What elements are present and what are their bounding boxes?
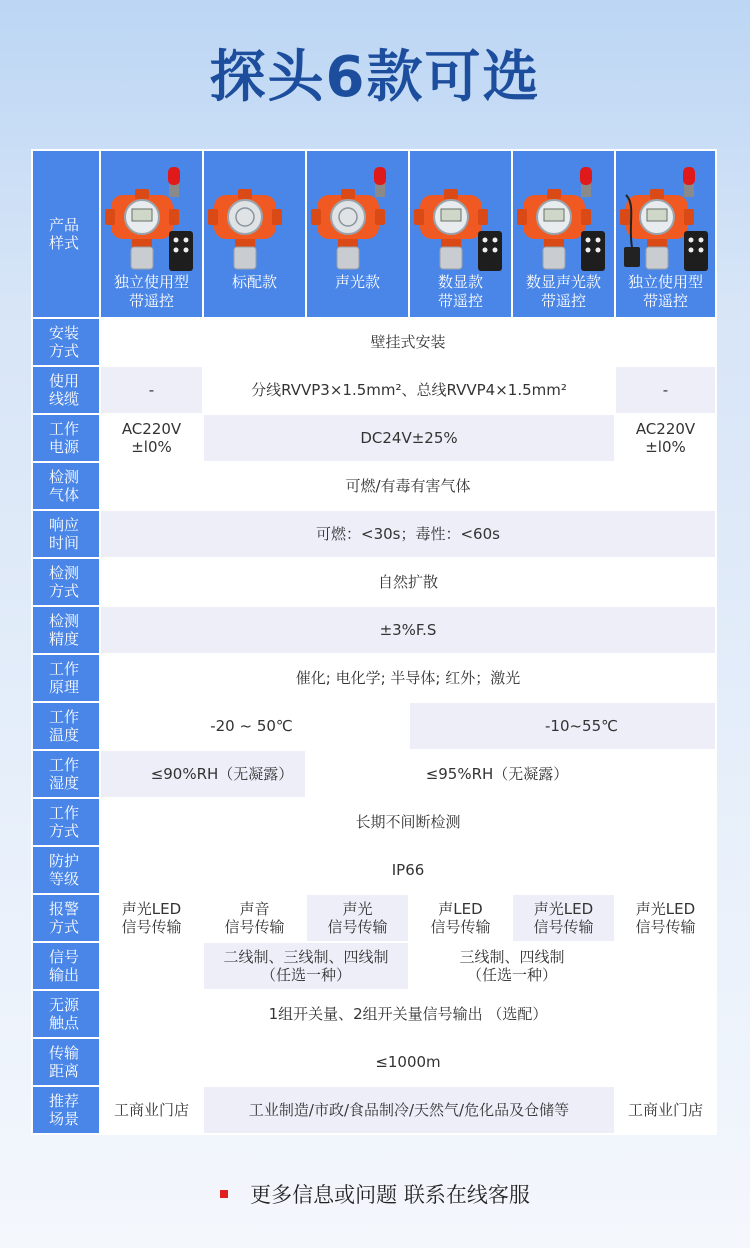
spec-value: -20 ~ 50℃ — [100, 702, 409, 750]
spec-row-mode — [32, 798, 716, 846]
row-label: 安装方式 — [32, 318, 100, 366]
row-label: 检测精度 — [32, 606, 100, 654]
row-label: 工作温度 — [32, 702, 100, 750]
gas-detector-icon — [307, 165, 408, 277]
spec-value: ≤95%RH（无凝露） — [306, 750, 716, 798]
product-cell[interactable] — [306, 150, 409, 318]
product-name: 标配款 — [231, 273, 277, 291]
row-label: 无源触点 — [32, 990, 100, 1038]
spec-row-distance — [32, 1038, 716, 1086]
spec-value — [615, 942, 716, 990]
contact-text: 更多信息或问题 联系在线客服 — [250, 1183, 530, 1207]
row-label: 工作电源 — [32, 414, 100, 462]
spec-value: - — [100, 366, 203, 414]
spec-table — [31, 149, 717, 1135]
spec-value: 声光LED 信号传输 — [512, 894, 615, 942]
spec-value: 声光LED 信号传输 — [615, 894, 716, 942]
product-cell[interactable] — [203, 150, 306, 318]
gas-detector-icon — [101, 165, 202, 277]
spec-value: ≤90%RH（无凝露） — [100, 750, 306, 798]
spec-value: 声光 信号传输 — [306, 894, 409, 942]
row-label: 响应时间 — [32, 510, 100, 558]
spec-row-signal — [32, 942, 716, 990]
row-label: 报警方式 — [32, 894, 100, 942]
spec-value: AC220V ±l0% — [615, 414, 716, 462]
spec-value: 催化; 电化学; 半导体; 红外；激光 — [100, 654, 716, 702]
gas-detector-icon — [410, 165, 511, 277]
row-label: 工作方式 — [32, 798, 100, 846]
bullet-icon — [220, 1190, 228, 1198]
spec-value: ≤1000m — [100, 1038, 716, 1086]
row-label: 推荐场景 — [32, 1086, 100, 1134]
row-label: 防护等级 — [32, 846, 100, 894]
spec-value: 工商业门店 — [615, 1086, 716, 1134]
product-name: 独立使用型 带遥控 — [627, 273, 703, 310]
spec-value: 二线制、三线制、四线制 （任选一种） — [203, 942, 409, 990]
product-name: 声光款 — [334, 273, 380, 291]
spec-value: 工业制造/市政/食品制冷/天然气/危化品及仓储等 — [203, 1086, 615, 1134]
spec-value: 三线制、四线制 （任选一种） — [409, 942, 615, 990]
spec-value: -10~55℃ — [409, 702, 716, 750]
spec-row-cable — [32, 366, 716, 414]
row-label: 检测气体 — [32, 462, 100, 510]
spec-value: 壁挂式安装 — [100, 318, 716, 366]
spec-row-gas — [32, 462, 716, 510]
product-name: 数显款 带遥控 — [437, 273, 483, 310]
product-cell[interactable] — [100, 150, 203, 318]
row-label: 检测方式 — [32, 558, 100, 606]
spec-row-response — [32, 510, 716, 558]
spec-value: 长期不间断检测 — [100, 798, 716, 846]
spec-row-accuracy — [32, 606, 716, 654]
spec-row-temperature — [32, 702, 716, 750]
spec-row-contact — [32, 990, 716, 1038]
product-cell[interactable] — [615, 150, 716, 318]
spec-value: 分线RVVP3×1.5mm²、总线RVVP4×1.5mm² — [203, 366, 615, 414]
spec-value: 自然扩散 — [100, 558, 716, 606]
spec-row-method — [32, 558, 716, 606]
spec-row-humidity — [32, 750, 716, 798]
product-cell[interactable] — [409, 150, 512, 318]
spec-row-power — [32, 414, 716, 462]
spec-value — [100, 942, 203, 990]
product-row — [32, 150, 716, 318]
spec-value: - — [615, 366, 716, 414]
spec-value: ±3%F.S — [100, 606, 716, 654]
row-label-product: 产品样式 — [32, 150, 100, 318]
row-label: 工作湿度 — [32, 750, 100, 798]
spec-value: 1组开关量、2组开关量信号输出 （选配） — [100, 990, 716, 1038]
row-label: 使用线缆 — [32, 366, 100, 414]
gas-detector-icon — [616, 165, 715, 277]
spec-value: 可燃：<30s；毒性：<60s — [100, 510, 716, 558]
spec-row-scene — [32, 1086, 716, 1134]
row-label: 传输距离 — [32, 1038, 100, 1086]
spec-row-install — [32, 318, 716, 366]
spec-row-alarm — [32, 894, 716, 942]
page-title: 探头6款可选 — [209, 45, 541, 110]
spec-value: AC220V ±l0% — [100, 414, 203, 462]
row-label: 工作原理 — [32, 654, 100, 702]
spec-value: 工商业门店 — [100, 1086, 203, 1134]
gas-detector-icon — [204, 165, 305, 277]
spec-row-protection — [32, 846, 716, 894]
product-name: 独立使用型 带遥控 — [113, 273, 189, 310]
gas-detector-icon — [513, 165, 614, 277]
product-cell[interactable] — [512, 150, 615, 318]
spec-value: 声LED 信号传输 — [409, 894, 512, 942]
spec-value: 声光LED 信号传输 — [100, 894, 203, 942]
spec-row-principle — [32, 654, 716, 702]
row-label: 信号输出 — [32, 942, 100, 990]
contact-prompt[interactable] — [0, 1180, 750, 1210]
spec-value: DC24V±25% — [203, 414, 615, 462]
spec-value: 声音 信号传输 — [203, 894, 306, 942]
product-name: 数显声光款 带遥控 — [525, 273, 601, 310]
spec-value: IP66 — [100, 846, 716, 894]
spec-value: 可燃/有毒有害气体 — [100, 462, 716, 510]
